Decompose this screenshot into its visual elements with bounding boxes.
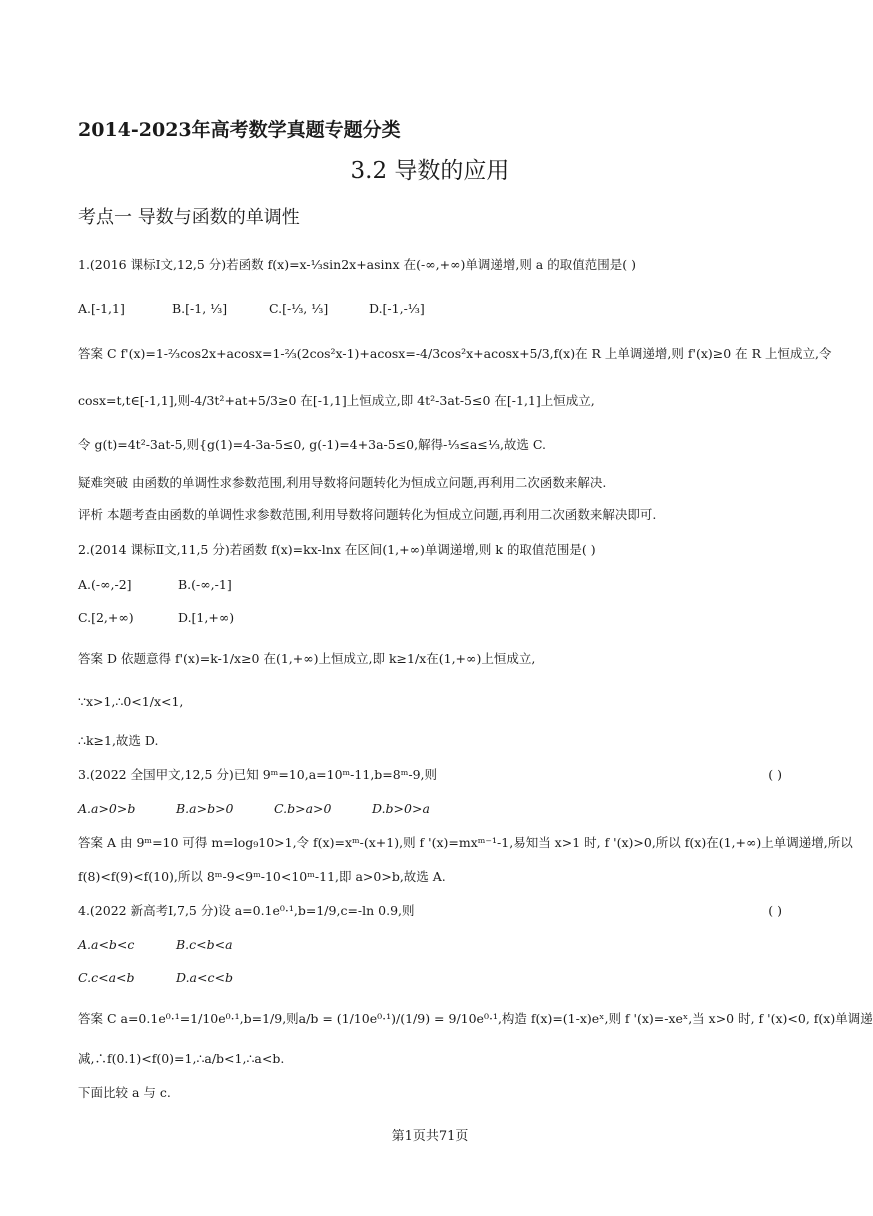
q3-answer-line2: f(8)<f(9)<f(10),所以 8ᵐ-9<9ᵐ-10<10ᵐ-11,即 a>0>b,故选 A. [78, 869, 446, 884]
q3-option-d: D.b>0>a [372, 801, 430, 816]
series-title: 2014-2023年高考数学真题专题分类 [78, 119, 401, 141]
q4-options-row1 [78, 936, 790, 954]
q3-answer-paren: ( ) [768, 767, 782, 782]
q2-option-c: C.[2,+∞) [78, 610, 134, 625]
q2-answer-line1: 答案 D 依题意得 f'(x)=k-1/x≥0 在(1,+∞)上恒成立,即 k≥1/x在(1,+∞)上恒成立, [78, 651, 536, 666]
q2-option-a: A.(-∞,-2] [78, 577, 132, 592]
q4-answer-line1: 答案 C a=0.1e⁰·¹=1/10e⁰·¹,b=1/9,则a/b = (1/10e⁰·¹)/(1/9) = 9/10e⁰·¹,构造 f(x)=(1-x)eˣ,则 f '(x)=-xeˣ,当 x>0 时, f '(x)<0, f(x)单调递 [78, 1011, 873, 1026]
q2-options-row1 [78, 576, 790, 594]
q4-stem: 4.(2022 新高考I,7,5 分)设 a=0.1e⁰·¹,b=1/9,c=-ln 0.9,则 [78, 903, 415, 918]
q1-answer-line1: 答案 C f'(x)=1-⅔cos2x+acosx=1-⅔(2cos²x-1)+acosx=-4/3cos²x+acosx+5/3,f(x)在 R 上单调递增,则 f'(x)≥0 在 R 上恒成立,令 [78, 346, 832, 361]
q4-answer-line3: 下面比较 a 与 c. [78, 1085, 171, 1100]
q2-answer-line3: ∴k≥1,故选 D. [78, 733, 159, 748]
q1-option-d: D.[-1,-⅓] [369, 301, 425, 316]
q2-answer-line2: ∵x>1,∴0<1/x<1, [78, 694, 184, 709]
q3-options [78, 800, 790, 818]
q2-option-b: B.(-∞,-1] [178, 577, 232, 592]
q1-option-a: A.[-1,1] [78, 301, 125, 316]
q4-option-c: C.c<a<b [78, 970, 135, 985]
q1-answer-line2: cosx=t,t∈[-1,1],则-4/3t²+at+5/3≥0 在[-1,1]上恒成立,即 4t²-3at-5≤0 在[-1,1]上恒成立, [78, 393, 595, 408]
q1-difficulty: 疑难突破 由函数的单调性求参数范围,利用导数将问题转化为恒成立问题,再利用二次函数来解决. [78, 475, 607, 490]
q4-answer-line2: 减,∴f(0.1)<f(0)=1,∴a/b<1,∴a<b. [78, 1051, 285, 1066]
q1-option-c: C.[-⅓, ⅓] [269, 301, 329, 316]
q3-option-a: A.a>0>b [78, 801, 136, 816]
section-heading: 考点一 导数与函数的单调性 [78, 207, 300, 228]
q4-options-row2 [78, 969, 790, 987]
page-footer: 第1页共71页 [391, 1129, 469, 1144]
q1-option-b: B.[-1, ⅓] [172, 301, 228, 316]
q3-stem: 3.(2022 全国甲文,12,5 分)已知 9ᵐ=10,a=10ᵐ-11,b=8ᵐ-9,则 [78, 767, 438, 782]
q1-answer-line3: 令 g(t)=4t²-3at-5,则{g(1)=4-3a-5≤0, g(-1)=4+3a-5≤0,解得-⅓≤a≤⅓,故选 C. [78, 437, 546, 452]
q1-options [78, 300, 790, 318]
q1-comment: 评析 本题考查由函数的单调性求参数范围,利用导数将问题转化为恒成立问题,再利用二次函数来解决即可. [78, 507, 657, 522]
q3-answer-line1: 答案 A 由 9ᵐ=10 可得 m=log₉10>1,令 f(x)=xᵐ-(x+1),则 f '(x)=mxᵐ⁻¹-1,易知当 x>1 时, f '(x)>0,所以 f(x)在(1,+∞)上单调递增,所以 [78, 835, 853, 850]
q4-option-d: D.a<c<b [176, 970, 233, 985]
q4-answer-paren: ( ) [768, 903, 782, 918]
q2-stem: 2.(2014 课标Ⅱ文,11,5 分)若函数 f(x)=kx-lnx 在区间(1,+∞)单调递增,则 k 的取值范围是( ) [78, 542, 596, 557]
q2-option-d: D.[1,+∞) [178, 610, 235, 625]
q4-option-b: B.c<b<a [176, 937, 233, 952]
page-title: 3.2 导数的应用 [350, 158, 510, 184]
q1-stem: 1.(2016 课标Ⅰ文,12,5 分)若函数 f(x)=x-⅓sin2x+asinx 在(-∞,+∞)单调递增,则 a 的取值范围是( ) [78, 257, 636, 272]
q2-options-row2 [78, 609, 790, 627]
q3-option-b: B.a>b>0 [176, 801, 234, 816]
q3-option-c: C.b>a>0 [274, 801, 332, 816]
q4-option-a: A.a<b<c [78, 937, 135, 952]
